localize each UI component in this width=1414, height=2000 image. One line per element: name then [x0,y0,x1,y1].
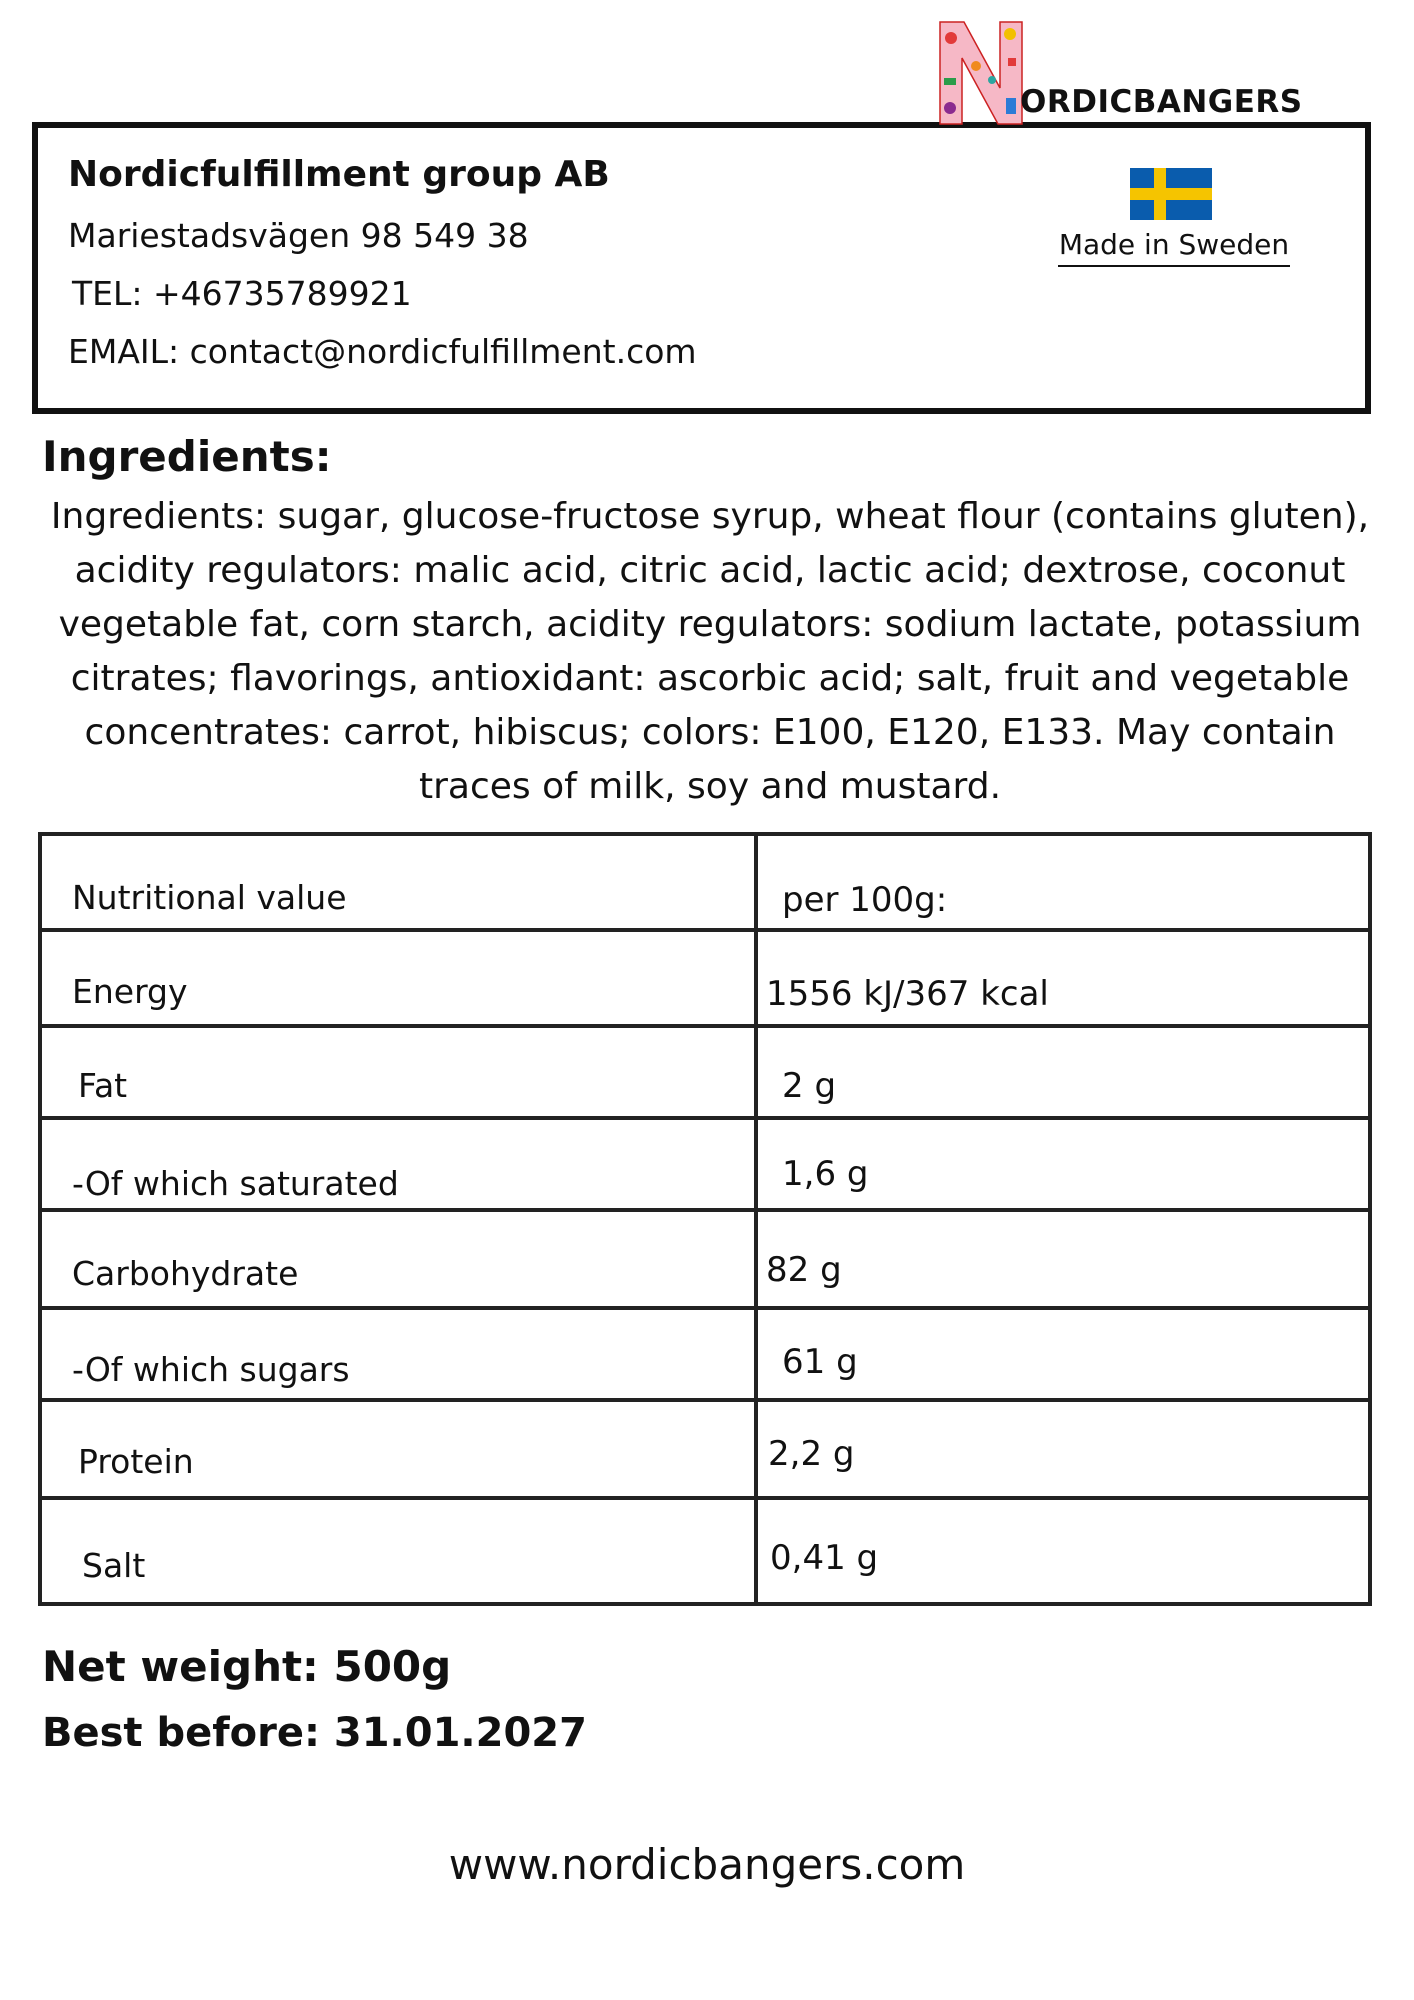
ingredients-title: Ingredients: [42,432,332,481]
logo-wordmark: ORDICBANGERS [1020,84,1303,120]
table-row [42,1212,1368,1306]
company-phone: TEL: +46735789921 [72,274,412,313]
nutrition-table [38,832,1372,1606]
best-before: Best before: 31.01.2027 [42,1710,587,1756]
net-weight: Net weight: 500g [42,1642,452,1691]
company-address: Mariestadsvägen 98 549 38 [68,216,529,255]
nutrient-label: Salt [82,1546,146,1585]
table-row [42,1402,1368,1496]
nordicbangers-logo [936,18,1316,126]
company-info-box [32,122,1371,414]
nutrition-header-label: Nutritional value [72,878,347,917]
sweden-flag-icon [1130,168,1212,220]
website-link[interactable]: www.nordicbangers.com [448,1840,966,1889]
nutrient-value: 2 g [782,1066,837,1106]
nutrition-header-per: per 100g: [782,880,948,920]
company-email: EMAIL: contact@nordicfulfillment.com [68,332,697,371]
table-header-row [42,836,1368,930]
company-name: Nordicfulfillment group AB [68,154,610,195]
nutrient-value: 61 g [782,1342,858,1382]
nutrient-value: 1556 kJ/367 kcal [766,974,1049,1014]
nutrient-label: Energy [72,972,188,1011]
made-in-sweden-label: Made in Sweden [1058,228,1290,267]
nutrient-value: 0,41 g [770,1538,879,1578]
nutrient-label: Fat [78,1066,128,1105]
nutrient-value: 1,6 g [782,1154,869,1194]
table-row [42,1028,1368,1122]
table-row [42,1310,1368,1404]
logo-candy-n-icon [936,18,1026,126]
table-row [42,1500,1368,1606]
nutrient-label: -Of which sugars [72,1350,350,1389]
ingredients-text: Ingredients: sugar, glucose-fructose syrup, wheat flour (contains gluten), acidity regulators: malic acid, citric acid, lactic acid; dextrose, coconut vegetable fat, corn starch, acidity regulators: sodium lactate, potassium citrates; flavorings, antioxidant: ascorbic acid; salt, fruit and vegetable concentrates: carrot, hibiscus; colors: E100, E120, E133. May contain traces of milk, soy and mustard. [50,496,1370,807]
table-row [42,1120,1368,1214]
nutrient-label: Protein [78,1442,194,1481]
nutrient-label: -Of which saturated [72,1164,399,1203]
nutrient-label: Carbohydrate [72,1254,299,1293]
nutrient-value: 82 g [766,1250,842,1290]
table-row [42,932,1368,1026]
nutrient-value: 2,2 g [768,1434,855,1474]
